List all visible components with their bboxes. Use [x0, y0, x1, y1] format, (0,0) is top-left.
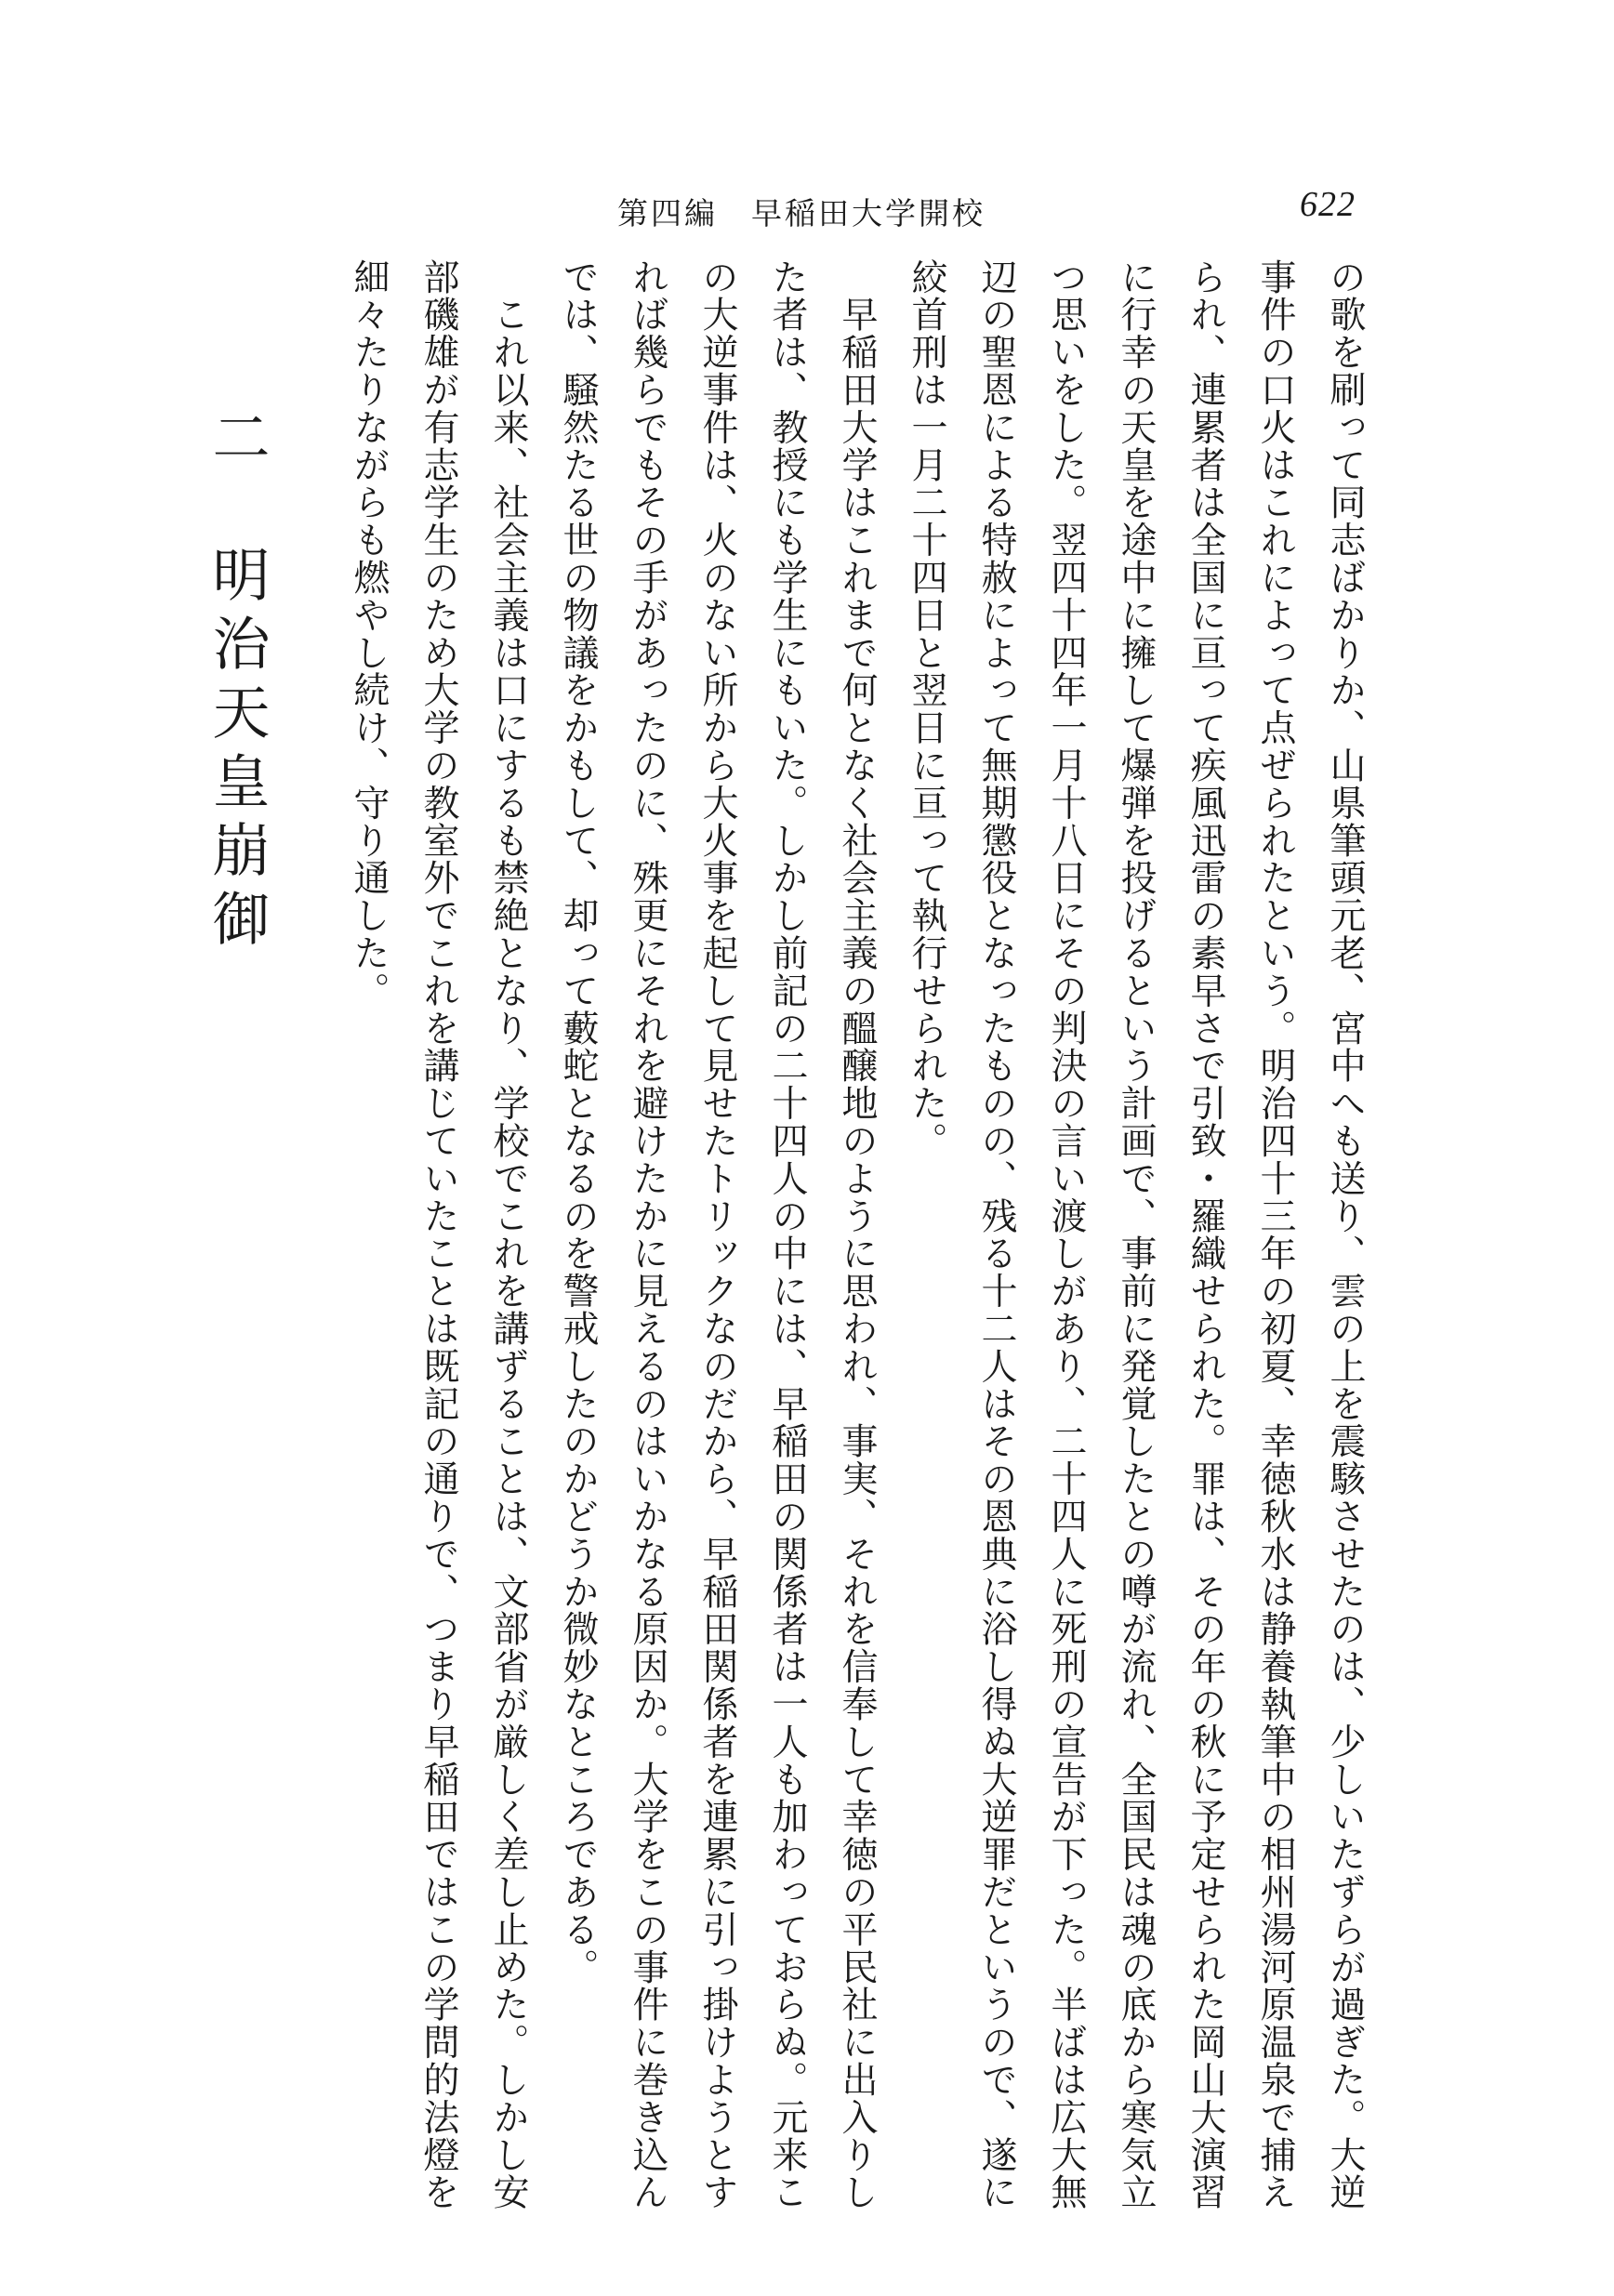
text-line: れば幾らでもその手があったのに、殊更にそれを避けたかに見えるのはいかなる原因か。大学をこの事件に巻き込ん [627, 258, 668, 2211]
text-line: では、騒然たる世の物議をかもして、却って藪蛇となるのを警戒したのかどうか微妙なところである。 [557, 258, 599, 1986]
text-line: 細々たりながらも燃やし続け、守り通した。 [348, 258, 390, 1009]
section-title: 二 明治天皇崩御 [203, 407, 271, 957]
text-line: つ思いをした。翌四十四年一月十八日にその判決の言い渡しがあり、二十四人に死刑の宣告が下った。半ばは広大無 [1045, 258, 1087, 2211]
text-line: 事件の口火はこれによって点ぜられたという。明治四十三年の初夏、幸徳秋水は静養執筆中の相州湯河原温泉で捕え [1254, 258, 1296, 2211]
text-line: 辺の聖恩による特赦によって無期懲役となったものの、残る十二人はその恩典に浴し得ぬ大逆罪だというので、遂に [975, 258, 1017, 2211]
body-text [203, 258, 1380, 2211]
running-title: 第四編 早稲田大学開校 [617, 195, 986, 231]
text-line: の歌を刷って同志ばかりか、山県筆頭元老、宮中へも送り、雲の上を震駭させたのは、少しいたずらが過ぎた。大逆 [1324, 258, 1366, 2211]
page-number: 622 [1300, 185, 1356, 224]
text-line: 絞首刑は一月二十四日と翌日に亘って執行せられた。 [906, 258, 947, 1160]
text-line: これ以来、社会主義は口にするも禁絶となり、学校でこれを講ずることは、文部省が厳しく差し止めた。しかし安 [487, 258, 529, 2211]
text-line: た者は、教授にも学生にもいた。しかし前記の二十四人の中には、早稲田の関係者は一人も加わっておらぬ。元来こ [766, 258, 808, 2211]
text-line: 早稲田大学はこれまで何となく社会主義の醞醸地のように思われ、事実、それを信奉して幸徳の平民社に出入りし [836, 258, 878, 2211]
text-line: に行幸の天皇を途中に擁して爆弾を投げるという計画で、事前に発覚したとの噂が流れ、全国民は魂の底から寒気立 [1115, 258, 1157, 2211]
text-line: の大逆事件は、火のない所から大火事を起して見せたトリックなのだから、早稲田関係者を連累に引っ掛けようとす [696, 258, 738, 2211]
text-line: られ、連累者は全国に亘って疾風迅雷の素早さで引致・羅織せられた。罪は、その年の秋に予定せられた岡山大演習 [1184, 258, 1226, 2211]
page-header [0, 185, 1614, 236]
text-line: 部磯雄が有志学生のため大学の教室外でこれを講じていたことは既記の通りで、つまり早稲田ではこの学問的法燈を [417, 258, 459, 2211]
